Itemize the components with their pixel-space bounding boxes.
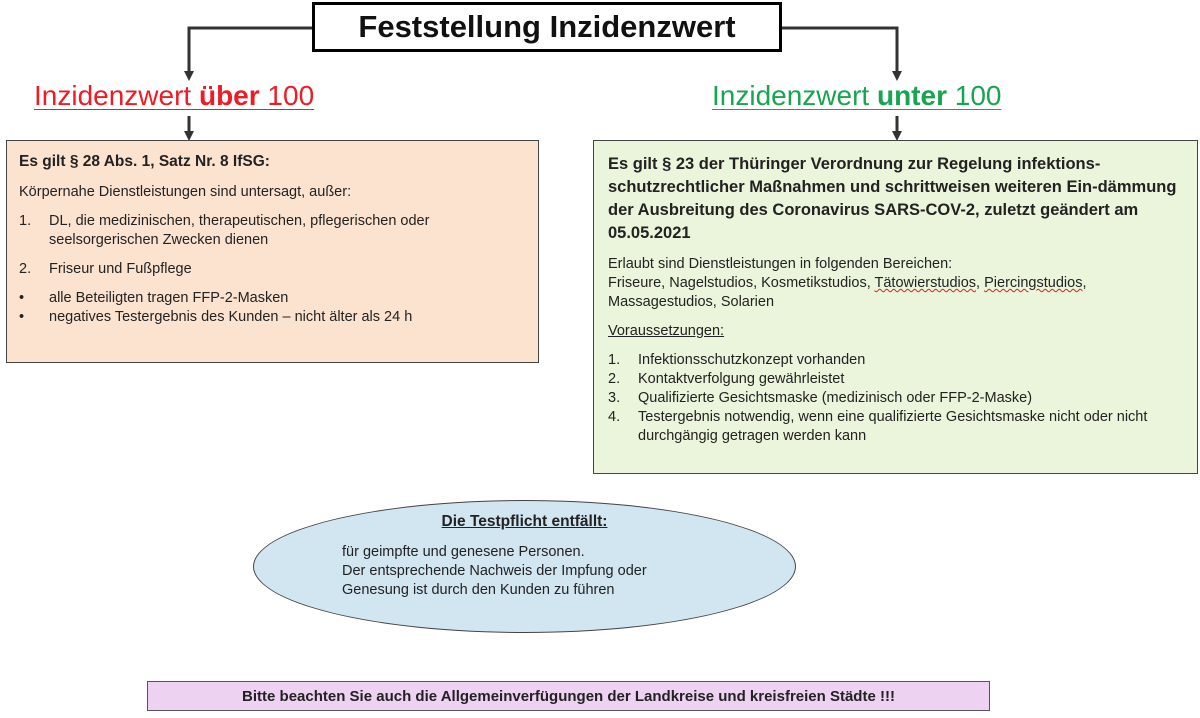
bullet-icon: • xyxy=(19,309,25,325)
test-exemption-line: Genesung ist durch den Kunden zu führen xyxy=(342,582,615,598)
requirements-label: Voraussetzungen: xyxy=(608,323,725,339)
heading-left-emphasis: über xyxy=(198,80,260,111)
list-number: 2. xyxy=(608,371,621,387)
district-notice: Bitte beachten Sie auch die Allgemeinverfügungen der Landkreise und kreisfreien Städte !!! xyxy=(147,681,990,711)
allowed-areas-part: , Massagestudios, Solarien xyxy=(608,275,1087,310)
list-item xyxy=(19,308,526,327)
conditions-list xyxy=(19,289,526,327)
diagram-title: Feststellung Inzidenzwert xyxy=(312,2,782,52)
test-exemption-line: Der entsprechende Nachweis der Impfung oder xyxy=(342,563,647,579)
list-text: Friseur und Fußpflege xyxy=(49,261,192,277)
rules-box-over-100 xyxy=(6,140,539,363)
heading-left-suffix: 100 xyxy=(259,80,315,111)
bullet-icon: • xyxy=(19,290,25,306)
list-item xyxy=(19,289,526,308)
list-item xyxy=(608,408,1183,446)
list-text: Kontaktverfolgung gewährleistet xyxy=(638,371,845,387)
rules-box-under-100 xyxy=(593,140,1198,474)
list-number: 1. xyxy=(19,213,32,229)
heading-incidence-over-100 xyxy=(34,80,314,112)
test-exemption-ellipse xyxy=(253,500,796,633)
list-item xyxy=(608,370,1183,389)
heading-left-prefix: Inzidenzwert xyxy=(34,80,199,111)
test-exemption-line: für geimpfte und genesene Personen. xyxy=(342,544,585,560)
heading-right-prefix: Inzidenzwert xyxy=(712,80,877,111)
allowed-areas xyxy=(608,274,1183,312)
list-number: 2. xyxy=(19,261,32,277)
list-text: alle Beteiligten tragen FFP-2-Masken xyxy=(49,290,289,306)
heading-right-suffix: 100 xyxy=(946,80,1002,111)
heading-right-emphasis: unter xyxy=(876,80,947,111)
test-exemption-title: Die Testpflicht entfällt: xyxy=(441,513,608,530)
arrow-title-to-left-heading xyxy=(189,28,312,76)
rules-heading-left: Es gilt § 28 Abs. 1, Satz Nr. 8 IfSG: xyxy=(19,153,270,170)
heading-incidence-under-100 xyxy=(712,80,1001,112)
list-item xyxy=(608,351,1183,370)
list-text: Qualifizierte Gesichtsmaske (medizinisch oder FFP-2-Maske) xyxy=(638,390,1033,406)
allowed-area-tattoo: Tätowierstudios xyxy=(874,275,977,291)
allowed-intro: Erlaubt sind Dienstleistungen in folgenden Bereichen: xyxy=(608,256,953,272)
list-text: Testergebnis notwendig, wenn eine qualifizierte Gesichtsmaske nicht oder nicht durchgängig getragen werden kann xyxy=(638,409,1148,444)
list-number: 1. xyxy=(608,352,621,368)
allowed-areas-part: , xyxy=(976,275,985,291)
list-number: 3. xyxy=(608,390,621,406)
allowed-area-piercing: Piercingstudios xyxy=(984,275,1083,291)
allowed-services xyxy=(608,255,1183,312)
test-exemption-body xyxy=(342,543,647,600)
list-item xyxy=(608,389,1183,408)
list-item xyxy=(19,212,526,250)
allowed-areas-part: Friseure, Nagelstudios, Kosmetikstudios, xyxy=(608,275,875,291)
rules-intro-left: Körpernahe Dienstleistungen sind untersagt, außer: xyxy=(19,184,352,200)
list-text: Infektionsschutzkonzept vorhanden xyxy=(638,352,866,368)
list-number: 4. xyxy=(608,409,621,425)
requirements-list xyxy=(608,351,1183,446)
exceptions-list xyxy=(19,212,526,279)
rules-heading-right: Es gilt § 23 der Thüringer Verordnung zur Regelung infektions-schutzrechtlicher Maßnahmen und schrittweisen weiteren Ein-dämmung der Ausbreitung des Coronavirus SARS-COV-2, zuletzt geändert am 05.05.2021 xyxy=(608,155,1177,242)
list-text: negatives Testergebnis des Kunden – nicht älter als 24 h xyxy=(49,309,413,325)
list-item xyxy=(19,260,526,279)
list-text: DL, die medizinischen, therapeutischen, pflegerischen oder seelsorgerischen Zwecken dienen xyxy=(49,213,430,248)
arrow-title-to-right-heading xyxy=(782,28,897,76)
